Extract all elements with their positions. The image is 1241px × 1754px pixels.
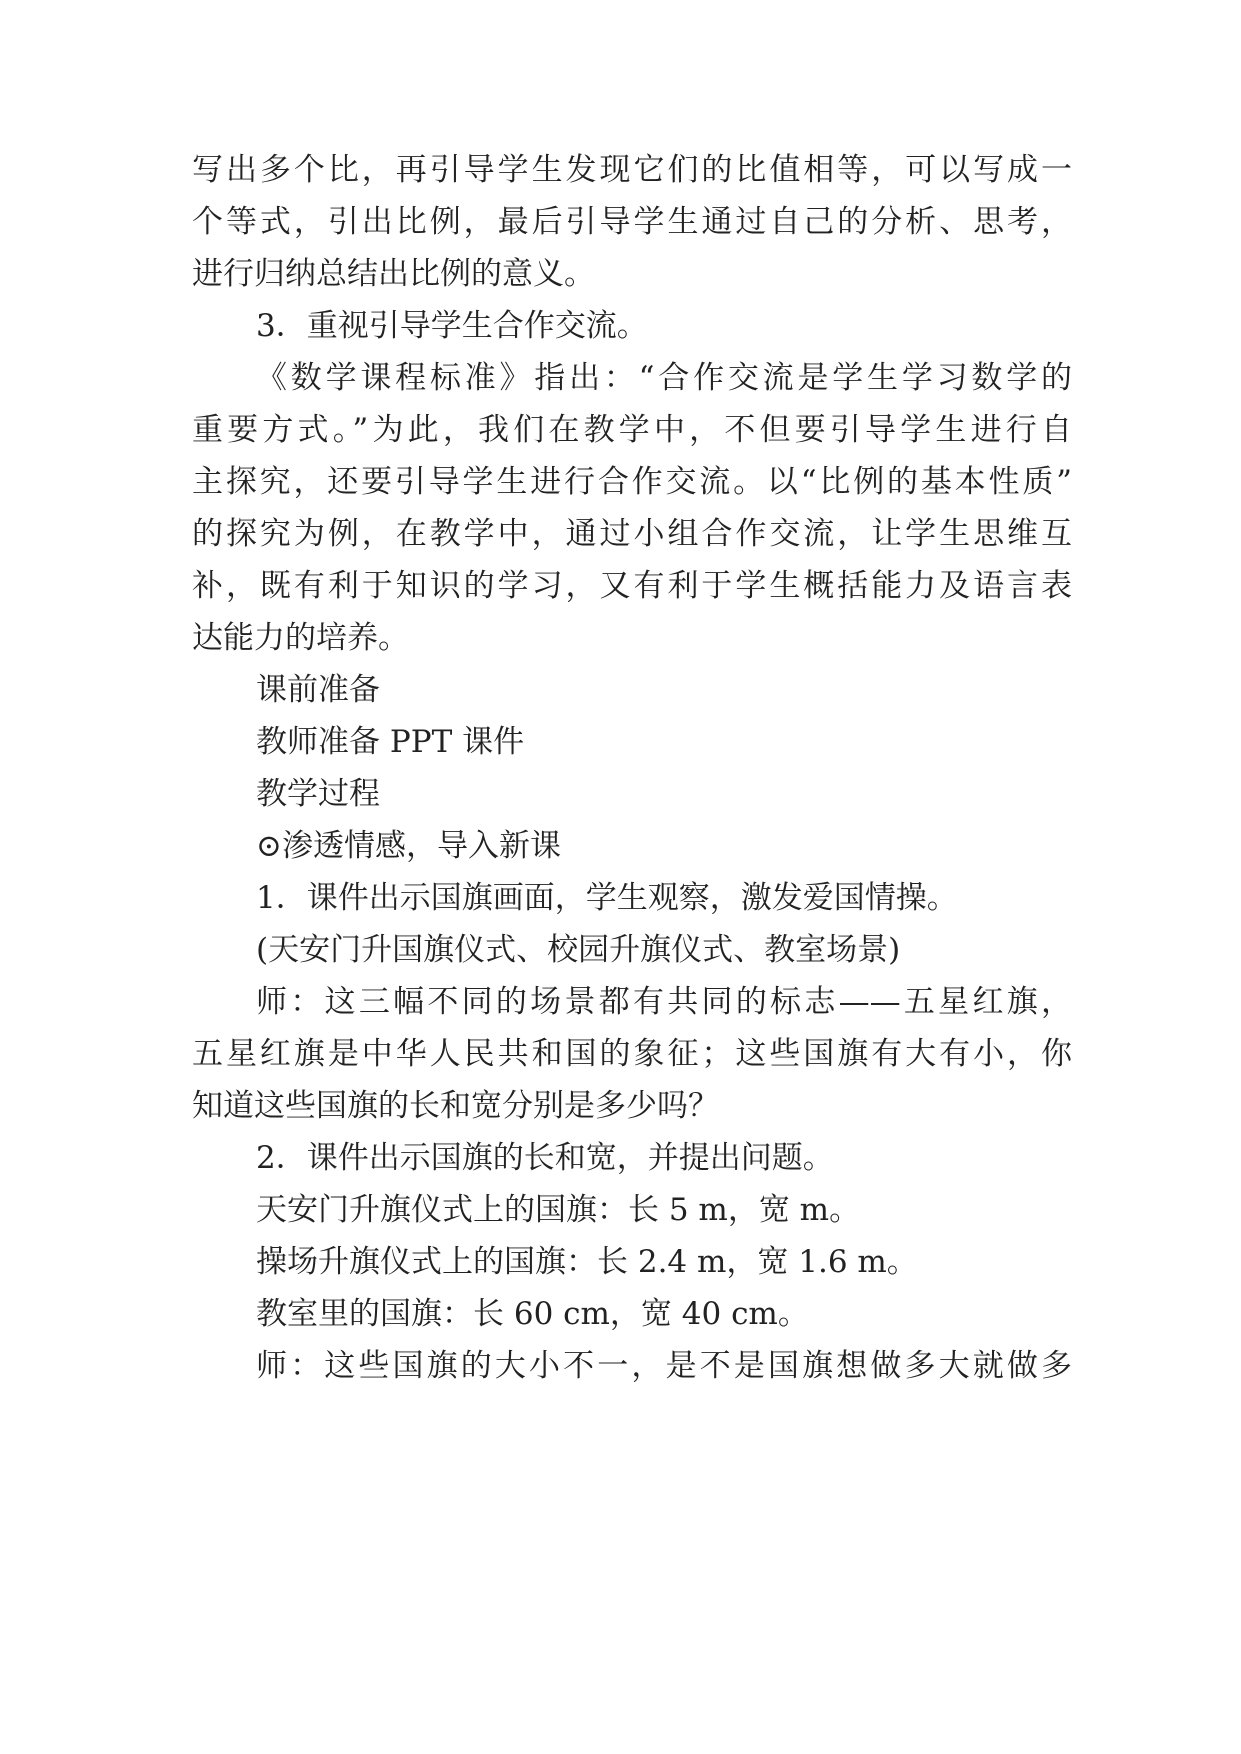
paragraph-line: 操场升旗仪式上的国旗：长 2.4 m，宽 1.6 m。 [256,1244,918,1280]
paragraph-line: 主探究，还要引导学生进行合作交流。以“比例的基本性质” [192,464,1072,500]
paragraph-line: 个等式，引出比例，最后引导学生通过自己的分析、思考， [192,204,1072,240]
paragraph-line: (天安门升国旗仪式、校园升旗仪式、教室场景) [256,932,901,968]
paragraph-line: 教师准备 PPT 课件 [256,724,525,760]
paragraph-line: 师：这些国旗的大小不一，是不是国旗想做多大就做多 [256,1348,1072,1384]
section-heading: ⊙渗透情感，导入新课 [256,828,561,864]
section-heading: 教学过程 [256,776,380,812]
paragraph-line: 教室里的国旗：长 60 cm，宽 40 cm。 [256,1296,809,1332]
paragraph-line: 师：这三幅不同的场景都有共同的标志——五星红旗， [256,984,1072,1020]
paragraph-line: 五星红旗是中华人民共和国的象征；这些国旗有大有小，你 [192,1036,1072,1072]
paragraph-line: 写出多个比，再引导学生发现它们的比值相等，可以写成一 [192,152,1072,188]
paragraph-line: 进行归纳总结出比例的意义。 [192,256,595,292]
paragraph-line: 重要方式。”为此，我们在教学中，不但要引导学生进行自 [192,412,1072,448]
section-heading: 课前准备 [256,672,380,708]
paragraph-line: 的探究为例，在教学中，通过小组合作交流，让学生思维互 [192,516,1072,552]
paragraph-line: 补，既有利于知识的学习，又有利于学生概括能力及语言表 [192,568,1072,604]
paragraph-line: 天安门升旗仪式上的国旗：长 5 m，宽 m。 [256,1192,861,1228]
paragraph-line: 达能力的培养。 [192,620,409,656]
section-heading: 3．重视引导学生合作交流。 [256,308,648,344]
paragraph-line: 1．课件出示国旗画面，学生观察，激发爱国情操。 [256,880,958,916]
paragraph-line: 2．课件出示国旗的长和宽，并提出问题。 [256,1140,834,1176]
paragraph-line: 知道这些国旗的长和宽分别是多少吗？ [192,1088,719,1124]
paragraph-line: 《数学课程标准》指出：“合作交流是学生学习数学的 [256,360,1072,396]
